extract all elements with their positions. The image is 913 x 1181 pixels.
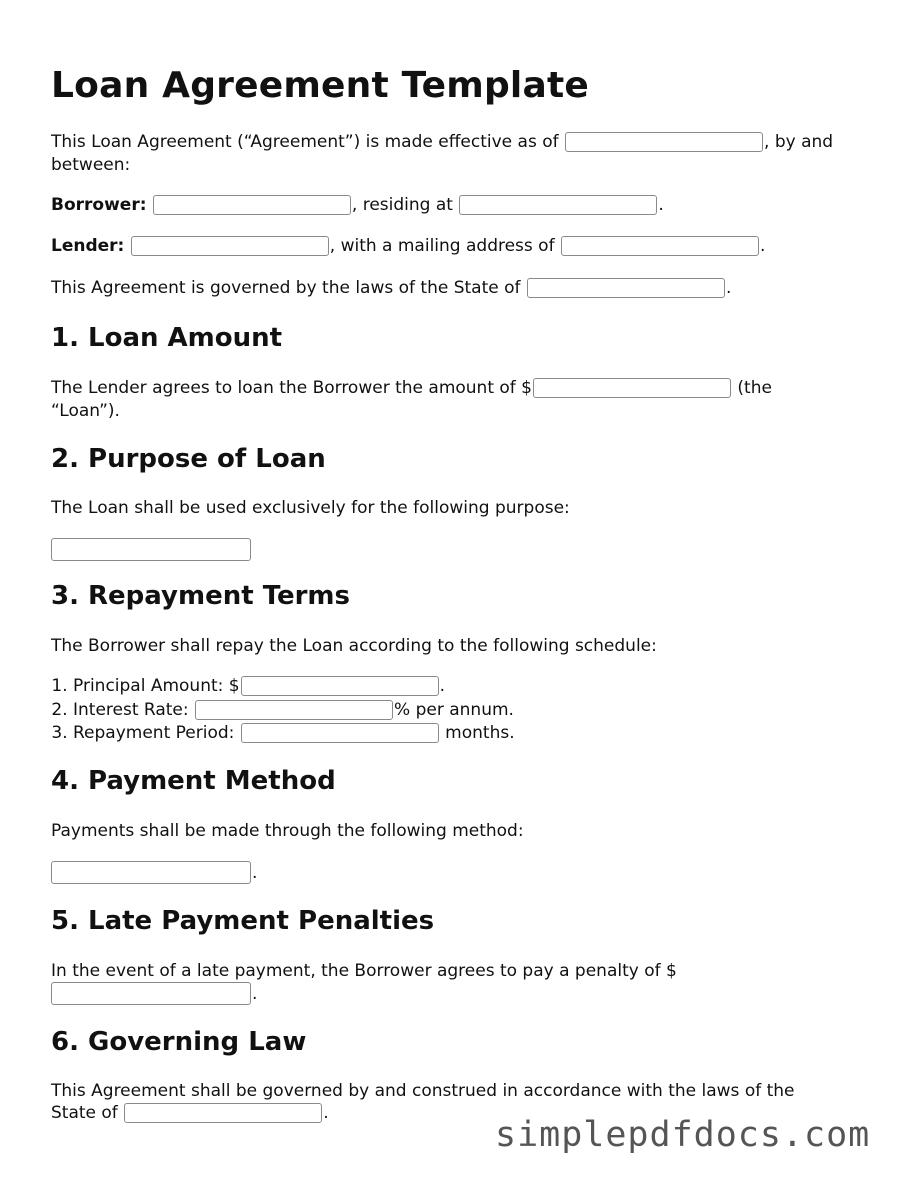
watermark: simplepdfdocs.com [495, 1115, 871, 1155]
section-2-heading: 2. Purpose of Loan [51, 444, 326, 474]
section-3-paragraph: The Borrower shall repay the Loan according to the following schedule: [51, 636, 657, 656]
section-5-paragraph: In the event of a late payment, the Borrower agrees to pay a penalty of $ [51, 961, 677, 981]
section-6-line2 [51, 1102, 329, 1125]
governing-state-end: . [725, 278, 732, 298]
intro-paragraph [51, 131, 833, 154]
interest-label: Interest Rate: [73, 699, 195, 720]
section-1-paragraph [51, 377, 772, 400]
list-item [73, 722, 515, 746]
interest-rate-field[interactable] [195, 700, 393, 720]
period-after: months. [439, 723, 515, 743]
document-title: Loan Agreement Template [51, 65, 589, 106]
section-3-heading: 3. Repayment Terms [51, 581, 350, 611]
loan-amount-after: (the [732, 378, 772, 398]
late-penalty-end: . [252, 984, 258, 1004]
section-6-heading: 6. Governing Law [51, 1027, 307, 1057]
borrower-address-field[interactable] [459, 195, 657, 215]
payment-method-field[interactable] [51, 861, 251, 884]
late-penalty-field[interactable] [51, 982, 251, 1005]
governing-law-end: . [323, 1103, 329, 1123]
borrower-residing-text: , residing at [351, 195, 453, 215]
governing-state-field[interactable] [527, 278, 725, 298]
borrower-line [51, 194, 664, 217]
effective-date-field[interactable] [565, 132, 763, 152]
intro-after: , by and [764, 132, 834, 152]
loan-amount-field[interactable] [533, 378, 731, 398]
lender-line [51, 235, 765, 258]
borrower-name-field[interactable] [153, 195, 351, 215]
repayment-period-field[interactable] [241, 723, 439, 743]
list-item [73, 675, 515, 699]
governing-state-text: This Agreement is governed by the laws of the State of [51, 278, 521, 298]
lender-label: Lender: [51, 236, 125, 256]
section-1-heading: 1. Loan Amount [51, 323, 283, 353]
intro-line2: between: [51, 155, 131, 175]
section-1-line2: “Loan”). [51, 401, 120, 421]
section-4-heading: 4. Payment Method [51, 766, 336, 796]
intro-text: This Loan Agreement (“Agreement”) is made effective as of [51, 132, 559, 152]
section-2-paragraph: The Loan shall be used exclusively for the following purpose: [51, 498, 570, 518]
state-of-label: State of [51, 1103, 118, 1123]
payment-method-end: . [252, 863, 258, 883]
loan-amount-text: The Lender agrees to loan the Borrower the amount of $ [51, 378, 532, 398]
section-5-heading: 5. Late Payment Penalties [51, 906, 435, 936]
lender-mailing-text: , with a mailing address of [329, 236, 555, 256]
governing-law-state-field[interactable] [124, 1103, 322, 1123]
principal-label: Principal Amount: $ [73, 676, 240, 696]
principal-after: . [439, 676, 446, 696]
repayment-schedule-list [51, 675, 515, 746]
interest-after: % per annum. [394, 699, 514, 720]
section-6-paragraph: This Agreement shall be governed by and construed in accordance with the laws of the [51, 1081, 795, 1101]
borrower-end: . [658, 195, 664, 215]
lender-name-field[interactable] [131, 236, 329, 256]
borrower-label: Borrower: [51, 195, 147, 215]
period-label: Repayment Period: [73, 723, 240, 743]
purpose-field[interactable] [51, 538, 251, 561]
governing-state-line [51, 277, 731, 300]
principal-amount-field[interactable] [241, 676, 439, 696]
section-4-paragraph: Payments shall be made through the following method: [51, 821, 524, 841]
list-item [73, 699, 515, 723]
lender-end: . [759, 236, 766, 256]
lender-address-field[interactable] [561, 236, 759, 256]
